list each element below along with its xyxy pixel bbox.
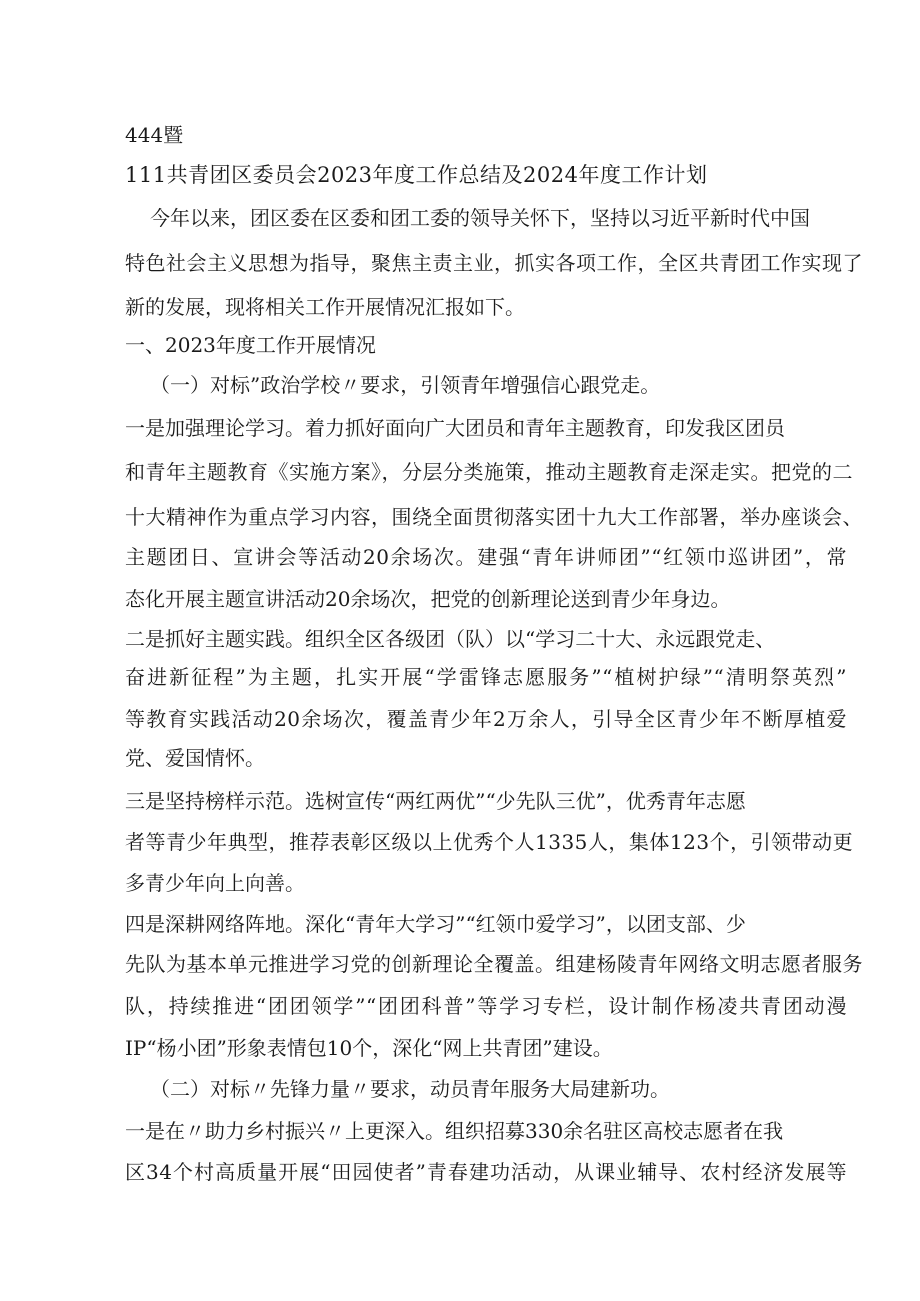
document-title: 111共青团区委员会2023年度工作总结及2024年度工作计划 (125, 163, 708, 187)
p5-line-1: 一是在〃助力乡村振兴〃上更深入。组织招募330余名驻区高校志愿者在我 (125, 1119, 784, 1143)
intro-line-1: 今年以来，团区委在区委和团工委的领导关怀下，坚持以习近平新时代中国 (150, 206, 810, 230)
p2-line-3: 等教育实践活动20余场次，覆盖青少年2万余人，引导全区青少年不断厚植爱 (125, 707, 847, 731)
intro-line-3: 新的发展，现将相关工作开展情况汇报如下。 (125, 295, 525, 319)
subsection-heading-1: （一）对标”政治学校〃要求，引领青年增强信心跟党走。 (150, 373, 661, 397)
p1-line-2: 和青年主题教育《实施方案》，分层分类施策，推动主题教育走深走实。把党的二 (125, 460, 853, 484)
p1-line-4: 主题团日、宣讲会等活动20余场次。建强“青年讲师团”“红领巾巡讲团”，常 (125, 545, 847, 569)
intro-line-2: 特色社会主义思想为指导，聚焦主责主业，抓实各项工作，全区共青团工作实现了 (125, 251, 863, 275)
p1-line-5: 态化开展主题宣讲活动20余场次，把党的创新理论送到青少年身边。 (125, 587, 731, 611)
p3-line-3: 多青少年向上向善。 (125, 871, 305, 895)
p1-line-1: 一是加强理论学习。着力抓好面向广大团员和青年主题教育，印发我区团员 (125, 416, 785, 440)
p1-line-3: 十大精神作为重点学习内容，围绕全面贯彻落实团十九大工作部署，举办座谈会、 (125, 505, 863, 529)
p4-line-4: IP“杨小团”形象表情包10个，深化“网上共青团”建设。 (125, 1036, 613, 1060)
p2-line-2: 奋进新征程”为主题，扎实开展“学雷锋志愿服务”“植树护绿”“清明祭英烈” (125, 665, 847, 689)
p2-line-4: 党、爱国情怀。 (125, 746, 265, 770)
p3-line-2: 者等青少年典型，推荐表彰区级以上优秀个人1335人，集体123个，引领带动更 (125, 830, 854, 854)
p4-line-1: 四是深耕网络阵地。深化“青年大学习”“红领巾爱学习”，以团支部、少 (125, 912, 746, 936)
section-heading-1: 一、2023年度工作开展情况 (125, 333, 376, 357)
subsection-heading-2: （二）对标〃先锋力量〃要求，动员青年服务大局建新功。 (150, 1077, 670, 1101)
p2-line-1: 二是抓好主题实践。组织全区各级团（队）以“学习二十大、永远跟党走、 (125, 627, 776, 651)
p4-line-3: 队，持续推进“团团领学”“团团科普”等学习专栏，设计制作杨凌共青团动漫 (125, 994, 847, 1018)
p3-line-1: 三是坚持榜样示范。选树宣传“两红两优”“少先队三优”，优秀青年志愿 (125, 789, 746, 813)
p5-line-2: 区34个村高质量开展“田园使者”青春建功活动，从课业辅导、农村经济发展等 (125, 1160, 847, 1184)
header-code: 444暨 (125, 123, 184, 147)
p4-line-2: 先队为基本单元推进学习党的创新理论全覆盖。组建杨陵青年网络文明志愿者服务 (125, 952, 863, 976)
